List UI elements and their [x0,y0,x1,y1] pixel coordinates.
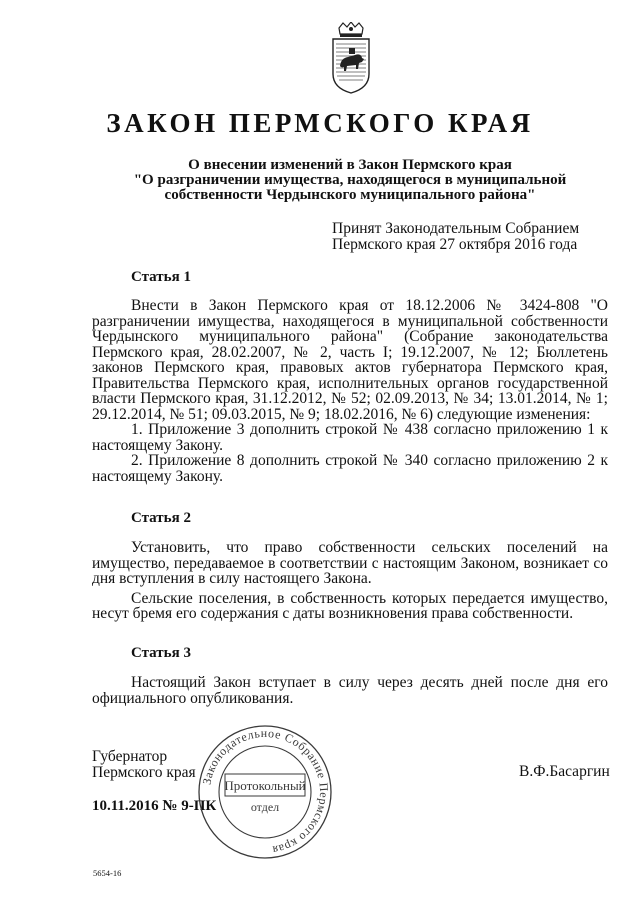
article-3-heading: Статья 3 [131,645,191,661]
article-3-body [92,675,608,706]
signatory-position-line-2: Пермского края [92,764,196,781]
coat-of-arms-icon [331,22,371,94]
subtitle-line-3: собственности Чердынского муниципального района" [164,187,536,203]
official-stamp [195,722,335,862]
subtitle-line-1: О внесении изменений в Закон Пермского края [188,157,512,173]
adoption-line-1: Принят Законодательным Собранием [332,220,580,237]
stamp-center-line-1: Протокольный [224,778,306,793]
stamp-center-line-2: отдел [250,800,280,814]
signatory-position [92,749,196,781]
article-2-body [92,540,608,622]
article-3-paragraph-1: Настоящий Закон вступает в силу через десять дней после дня его официального опубликования. [92,674,608,707]
subtitle-line-2: "О разграничении имущества, находящегося в муниципальной [133,172,567,188]
document-subtitle [100,158,600,203]
signatory-position-line-1: Губернатор [92,748,168,765]
document-title: ЗАКОН ПЕРМСКОГО КРАЯ [106,108,534,138]
signatory-name: В.Ф.Басаргин [519,763,610,780]
article-1-heading: Статья 1 [131,269,191,285]
adoption-note [332,221,579,253]
stamp-ring-text: Законодательное Собрание Пермского края [199,725,332,858]
article-1-item-2: 2. Приложение 8 дополнить строкой № 340 согласно приложению 2 к настоящему Закону. [92,452,608,485]
law-date-number: 10.11.2016 № 9-ПК [92,798,217,814]
article-2-paragraph-2: Сельские поселения, в собственность которых передается имущество, несут бремя его содержания с даты возникновения права собственности. [92,589,608,622]
adoption-line-2: Пермского края 27 октября 2016 года [332,236,578,253]
document-registration-number: 5654-16 [93,868,122,878]
article-1-body [92,298,608,484]
article-2-heading: Статья 2 [131,510,191,526]
article-1-item-1: 1. Приложение 3 дополнить строкой № 438 согласно приложению 1 к настоящему Закону. [92,421,608,454]
article-2-paragraph-1: Установить, что право собственности сельских поселений на имущество, передаваемое в соответствии с настоящим Законом, возникает со дня вступления в силу настоящего Закона. [92,539,608,587]
article-1-paragraph-1: Внести в Закон Пермского края от 18.12.2006 № 3424-808 "О разграничении имущества, находящегося в муниципальной собственности Чердынского муниципального района" (Собрание законодательства Пермского края, 28.02.2007, № 2, часть I; 19.12.2007, № 12; Бюллетень законов Пермского края, правовых актов губернатора Пермского края, Правительства Пермского края, исполнительных органов государственной власти Пермского края, 31.12.2012, № 52; 02.09.2013, № 34; 13.01.2014, № 1; 29.12.2014, № 51; 09.03.2015, № 9; 18.02.2016, № 6) следующие изменения: [92,297,608,423]
